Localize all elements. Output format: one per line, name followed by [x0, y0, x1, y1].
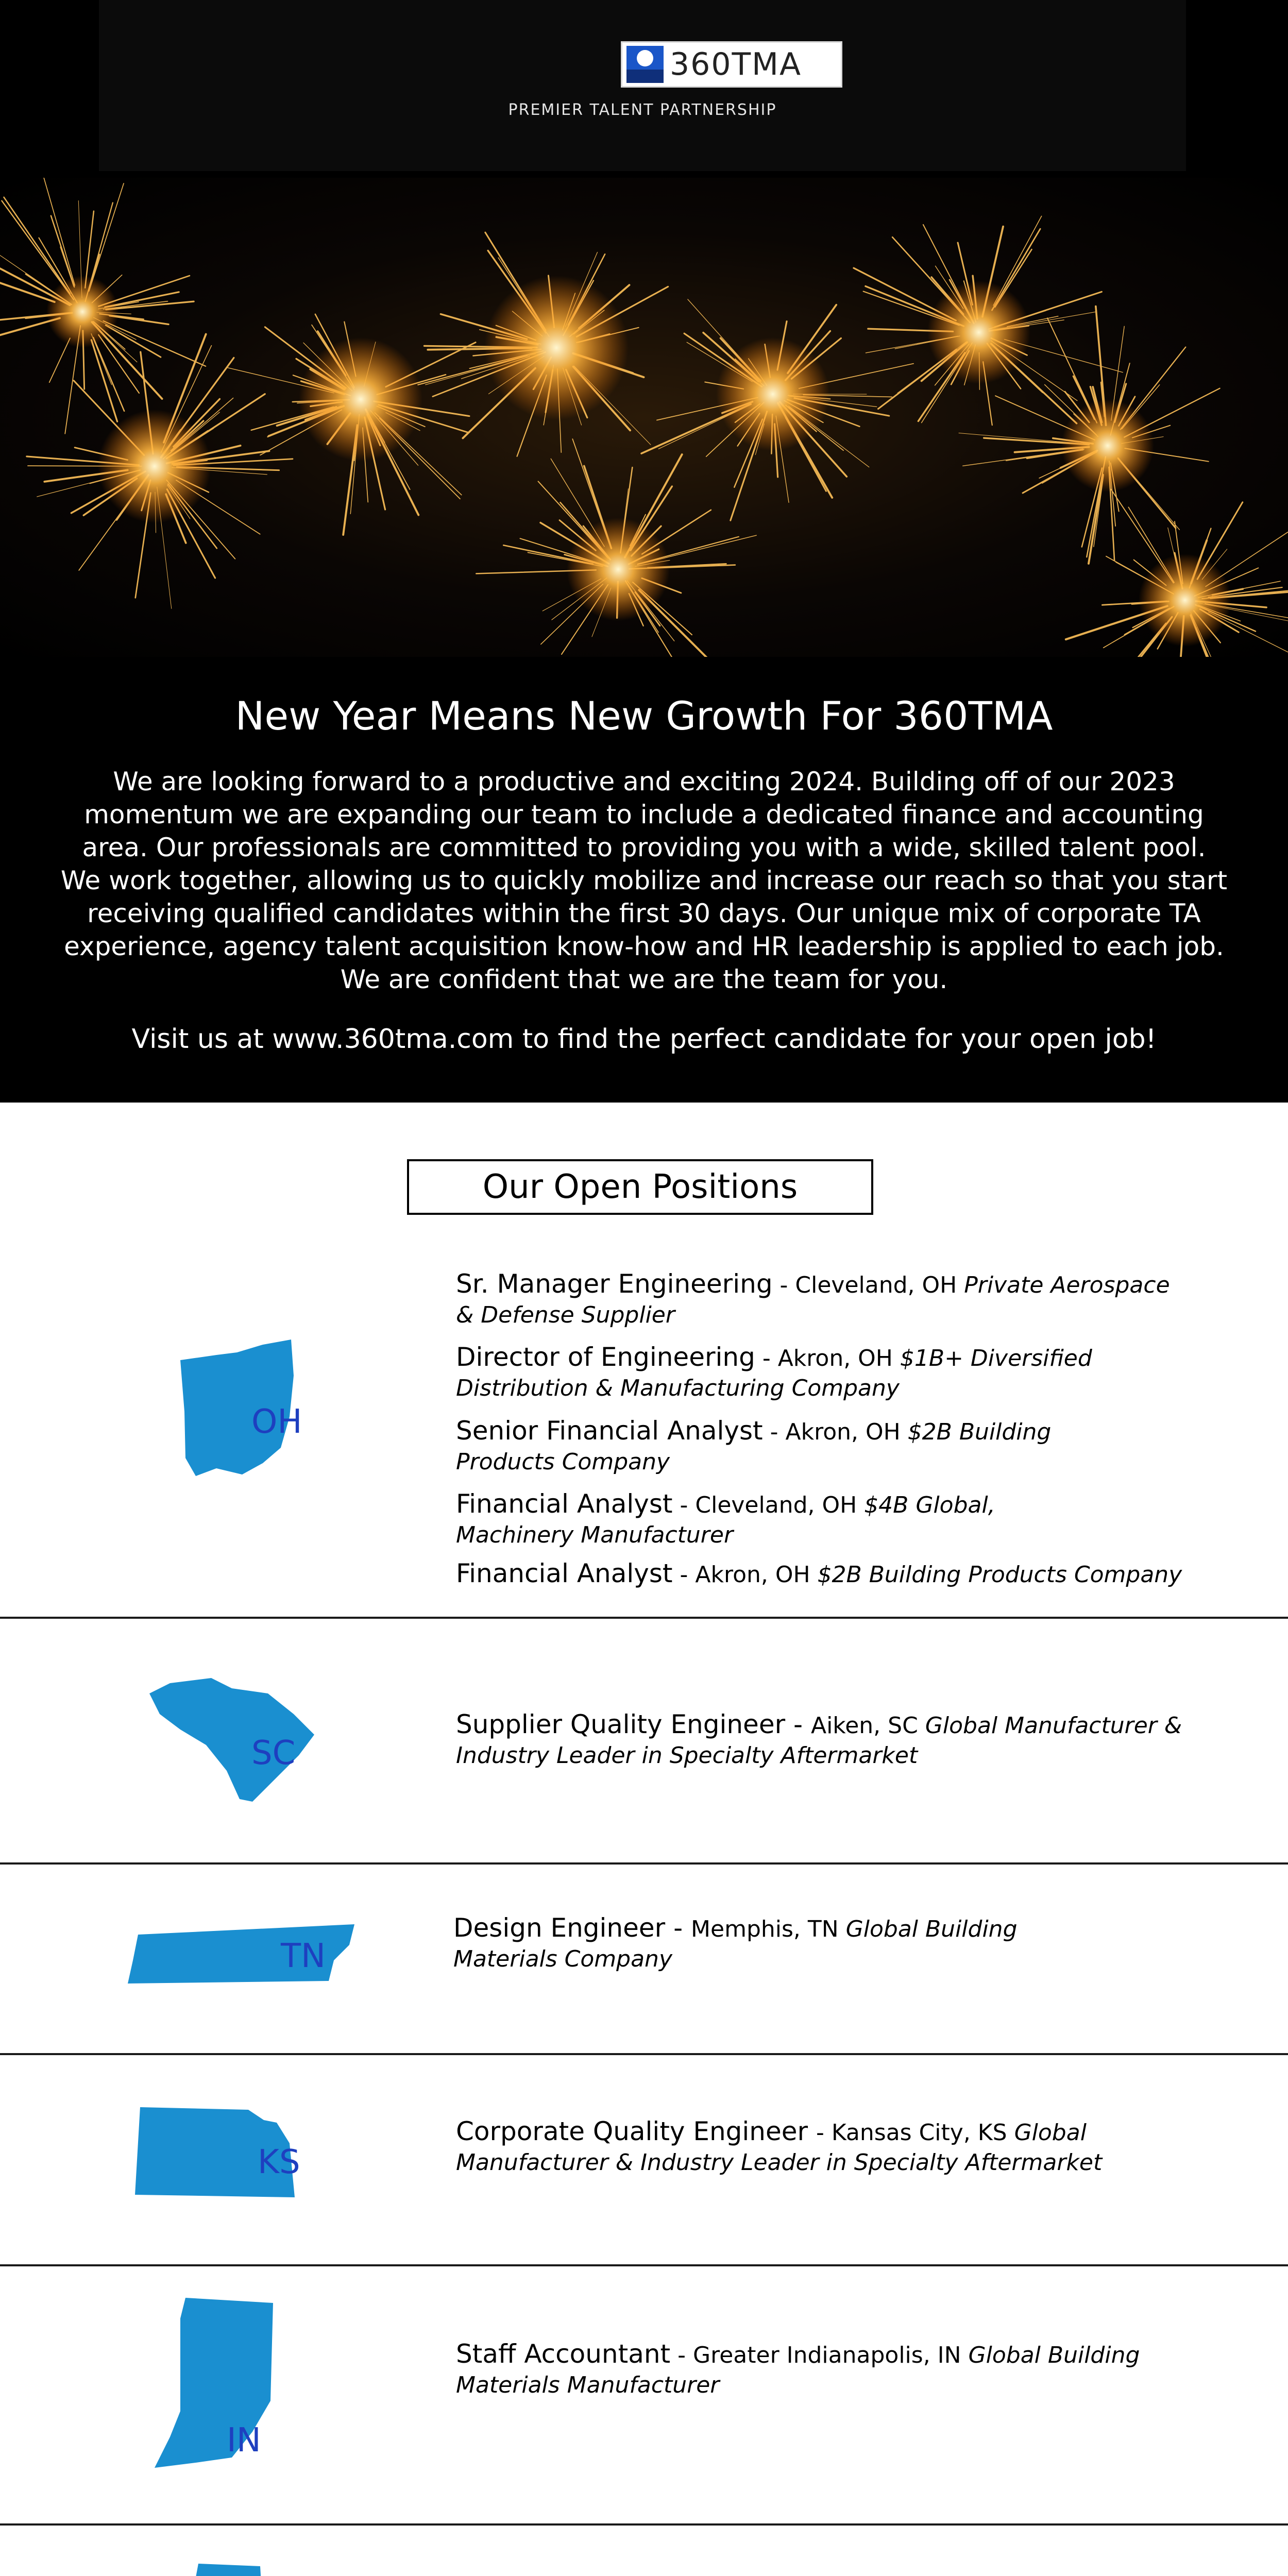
job-listing[interactable]: Senior Financial Analyst - Akron, OH $2B Building Products Company	[456, 1416, 1052, 1475]
divider	[0, 2264, 1288, 2266]
job-listing[interactable]: Design Engineer - Memphis, TN Global Building Materials Company	[453, 1913, 1018, 1972]
spark-ray	[91, 340, 117, 421]
state-label-tn: TN	[281, 1937, 326, 1975]
state-label-sc: SC	[251, 1734, 296, 1772]
sparkler-graphic	[0, 178, 1288, 657]
divider	[0, 2053, 1288, 2055]
spark-ray	[49, 338, 70, 382]
spark-ray	[93, 337, 124, 411]
job-listing[interactable]: Staff Accountant - Greater Indianapolis, IN Global Building Materials Manufacturer	[456, 2339, 1140, 2398]
state-label-in: IN	[227, 2421, 261, 2460]
open-positions-title: Our Open Positions	[407, 1159, 873, 1215]
intro-body: We are looking forward to a productive and exciting 2024. Building off of our 2023 momentum we are expanding our team to include a dedicated finance and accounting area. Our professionals are committed to providing you with a wide, skilled talent pool. We work together, allowing us to quickly mobilize and increase our reach so that you start receiving qualified candidates within the first 30 days. Our unique mix of corporate TA experience, agency talent acquisition know-how and HR leadership is applied to each job. We are confident that we are the team for you.	[60, 767, 1228, 994]
job-listing[interactable]: Financial Analyst - Cleveland, OH $4B Global, Machinery Manufacturer	[456, 1489, 995, 1548]
logo-person-icon	[626, 46, 664, 83]
spark-ray	[89, 183, 124, 291]
tagline: PREMIER TALENT PARTNERSHIP	[508, 101, 777, 119]
job-listing[interactable]: Financial Analyst - Akron, OH $2B Building Products Company	[456, 1558, 1182, 1588]
divider	[0, 1862, 1288, 1865]
spark-ray	[959, 433, 1079, 444]
illinois-map-icon	[183, 2564, 270, 2576]
state-label-ks: KS	[258, 2143, 300, 2181]
state-label-oh: OH	[251, 1403, 302, 1441]
job-listing[interactable]: Supplier Quality Engineer - Aiken, SC Global Manufacturer & Industry Leader in Specialty Aftermarket	[456, 1709, 1182, 1769]
positions-section	[0, 1103, 1288, 2576]
hero-sparkler-image	[0, 178, 1288, 657]
headline: New Year Means New Growth For 360TMA	[235, 693, 1053, 739]
header-inner	[99, 0, 1186, 171]
job-listing[interactable]: Sr. Manager Engineering - Cleveland, OH Private Aerospace & Defense Supplier	[456, 1269, 1170, 1328]
spark-ray	[41, 178, 75, 285]
divider	[0, 2523, 1288, 2526]
job-listing[interactable]: Corporate Quality Engineer - Kansas City, KS Global Manufacturer & Industry Leader in Specialty Aftermarket	[456, 2116, 1103, 2176]
logo-text: 360TMA	[670, 46, 802, 82]
360tma-logo[interactable]	[621, 41, 842, 88]
job-listing[interactable]: Director of Engineering - Akron, OH $1B+ Diversified Distribution & Manufacturing Company	[456, 1342, 1092, 1401]
intro-section	[0, 657, 1288, 1103]
visit-link-text[interactable]: Visit us at www.360tma.com to find the perfect candidate for your open job!	[131, 1024, 1157, 1055]
divider	[0, 1617, 1288, 1619]
header	[0, 0, 1288, 178]
spark-ray	[110, 316, 168, 325]
